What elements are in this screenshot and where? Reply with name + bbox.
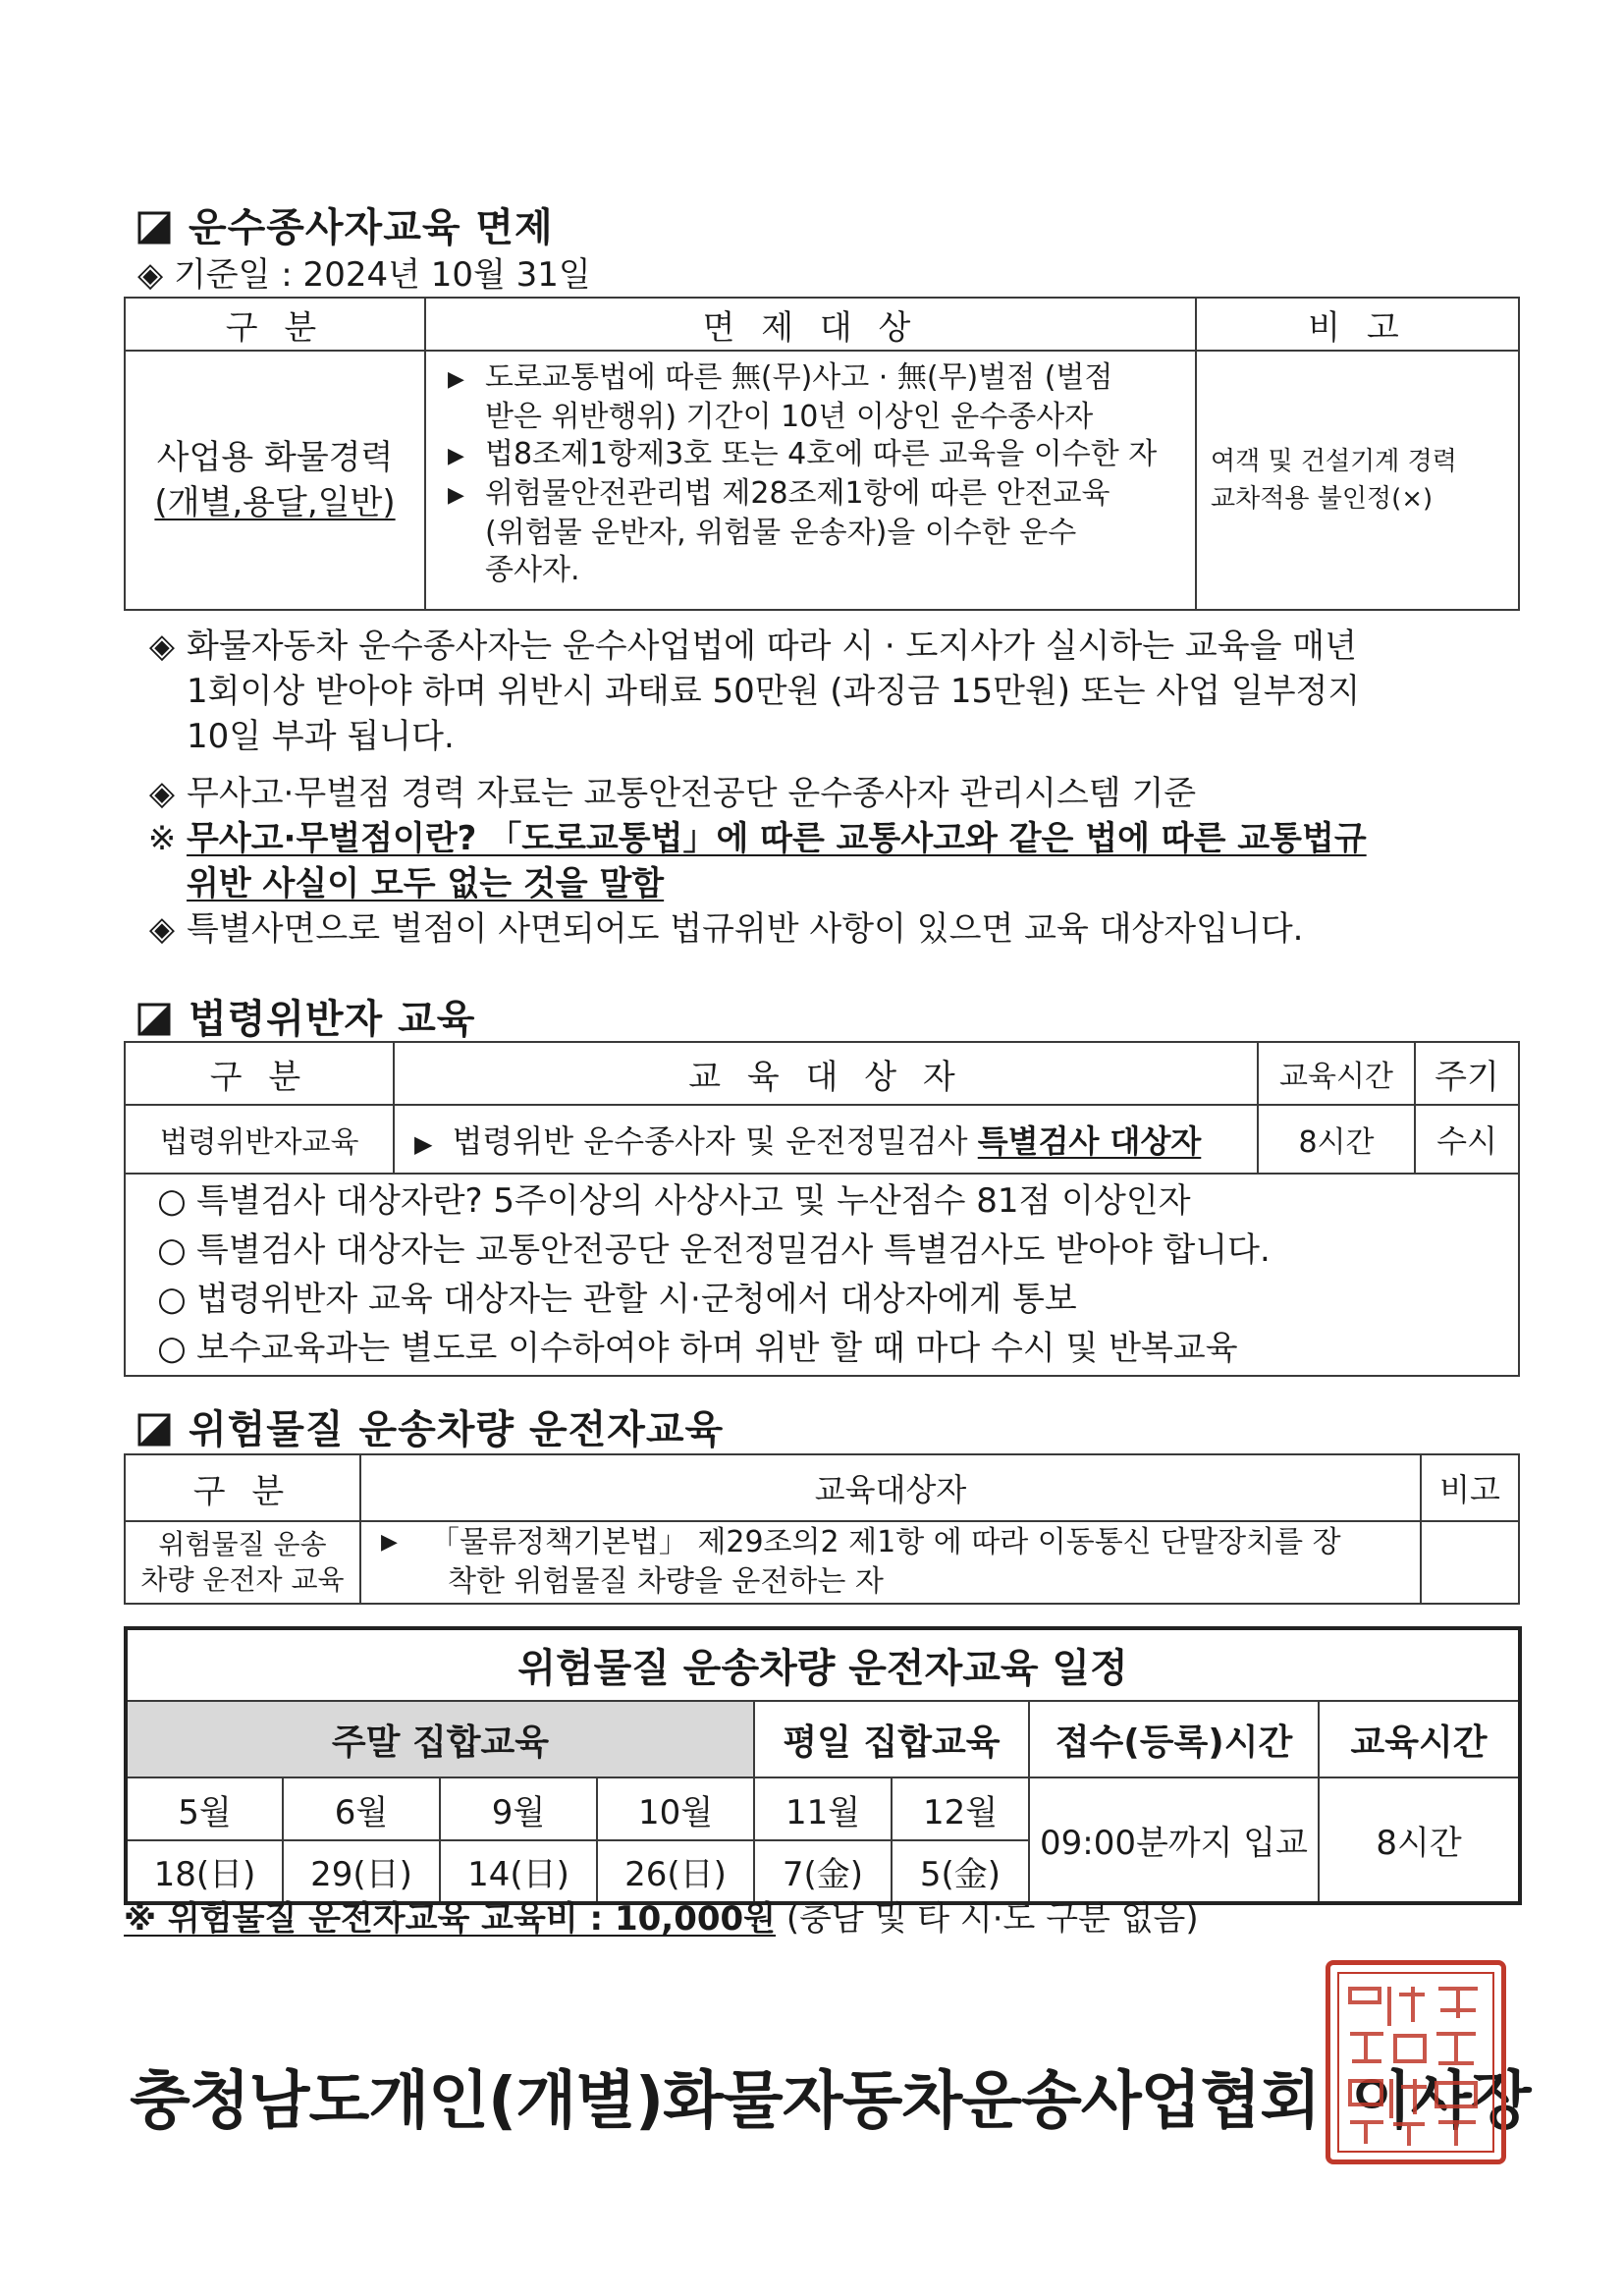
category-line2: (개별,용달,일반): [154, 483, 396, 522]
target-line: 종사자.: [485, 553, 580, 587]
note-duty: ◈ 화물자동차 운수종사자는 운수사업법에 따라 시 · 도지사가 실시하는 교육을 매년: [137, 625, 1357, 668]
note-source: ◈ 무사고·무벌점 경력 자료는 교통안전공단 운수종사자 관리시스템 기준: [137, 772, 1196, 815]
day-cell: 18(日): [126, 1840, 283, 1903]
target-line: 도로교통법에 따른 無(무)사고 · 無(무)벌점 (벌점: [485, 360, 1113, 395]
weekend-header: 주말 집합교육: [126, 1701, 754, 1777]
schedule-title: 위험물질 운송차량 운전자교육 일정: [126, 1628, 1520, 1701]
violator-cycle: 수시: [1415, 1105, 1519, 1174]
violator-table: [124, 1041, 1520, 1377]
category-cell: [125, 351, 425, 610]
bullet-line: ○ 특별검사 대상자란? 5주이상의 사상사고 및 누산점수 81점 이상인자: [147, 1176, 1518, 1226]
fee-amount: ※ 위험물질 운전자교육 교육비 : 10,000원: [124, 1899, 777, 1939]
diamond-icon: ◈: [148, 909, 176, 949]
hazmat-table: [124, 1453, 1520, 1605]
target-line: 법8조제1항제3호 또는 4호에 따른 교육을 이수한 자: [485, 437, 1158, 471]
circle-bullet: ○: [157, 1230, 187, 1270]
violator-target: ▶ 법령위반 운수종사자 및 운전정밀검사 특별검사 대상자: [394, 1105, 1258, 1174]
header-category: 구 분: [125, 1454, 360, 1521]
month-cell: 12월: [892, 1777, 1029, 1840]
exemption-table: [124, 297, 1520, 611]
note-definition: ※ 무사고·무벌점이란? 「도로교통법」에 따른 교통사고와 같은 법에 따른 교통법규: [137, 817, 1367, 860]
target-line: (위험물 운반자, 위험물 운송자)을 이수한 운수: [485, 516, 1077, 550]
schedule-table: [124, 1626, 1522, 1905]
section2-heading: [137, 988, 475, 1044]
section1-heading: [137, 196, 554, 252]
header-category: 구 분: [125, 1042, 394, 1105]
special-test-target: 특별검사 대상자: [977, 1122, 1202, 1160]
header-hours: 교육시간: [1258, 1042, 1415, 1105]
header-cycle: 주기: [1415, 1042, 1519, 1105]
seal-pattern: [1330, 1965, 1501, 2159]
note-line1: 여객 및 건설기계 경력: [1211, 447, 1457, 476]
target-line: 위험물안전관리법 제28조제1항에 따른 안전교육: [485, 476, 1110, 511]
violator-hours: 8시간: [1258, 1105, 1415, 1174]
hours-value: 8시간: [1319, 1777, 1520, 1903]
official-seal: [1326, 1960, 1506, 2164]
month-cell: 11월: [754, 1777, 892, 1840]
base-date: ◈ 기준일 : 2024년 10월 31일: [137, 255, 591, 295]
reception-value: 09:00분까지 입교: [1029, 1777, 1319, 1903]
note-pardon: ◈ 특별사면으로 벌점이 사면되어도 법규위반 사항이 있으면 교육 대상자입니다.: [137, 907, 1303, 951]
circle-bullet: ○: [157, 1280, 187, 1319]
header-target: 교육대상자: [360, 1454, 1421, 1521]
fee-note: [124, 1897, 1199, 1941]
diamond-icon: ◈: [148, 774, 176, 813]
hazmat-target: ▶ 「물류정책기본법」 제29조의2 제1항 에 따라 이동통신 단말장치를 장 착한 위험물질 차량을 운전하는 자: [360, 1521, 1421, 1604]
day-cell: 29(日): [283, 1840, 440, 1903]
section2-title: 법령위반자 교육: [189, 997, 476, 1042]
bullet-line: ○ 법령위반자 교육 대상자는 관할 시·군청에서 대상자에게 통보: [147, 1275, 1518, 1324]
triangle-icon: ▶: [414, 1130, 433, 1158]
weekday-header: 평일 집합교육: [754, 1701, 1029, 1777]
note-duty-cont: 10일 부과 됩니다.: [187, 717, 455, 756]
reference-mark: ※: [147, 819, 177, 858]
target-line: 받은 위반행위) 기간이 10년 이상인 운수종사자: [485, 400, 1094, 434]
day-cell: 5(金): [892, 1840, 1029, 1903]
day-cell: 26(日): [597, 1840, 754, 1903]
bullet-line: ○ 보수교육과는 별도로 이수하여야 하며 위반 할 때 마다 수시 및 반복교육: [147, 1324, 1518, 1373]
fee-scope: (충남 및 타 시·도 구분 없음): [776, 1899, 1199, 1939]
circle-bullet: ○: [157, 1329, 187, 1368]
section3-title: 위험물질 운송차량 운전자교육: [189, 1407, 725, 1452]
square-bullet-icon: [137, 1003, 171, 1036]
month-cell: 5월: [126, 1777, 283, 1840]
triangle-icon: ▶: [448, 367, 464, 392]
header-note: 비 고: [1196, 298, 1519, 351]
square-bullet-icon: [137, 211, 171, 245]
note-line2: 교차적용 불인정(×): [1211, 484, 1434, 514]
header-category: 구 분: [125, 298, 425, 351]
header-exemption-target: 면 제 대 상: [425, 298, 1196, 351]
hours-header: 교육시간: [1319, 1701, 1520, 1777]
organization-name: 충청남도개인(개별)화물자동차운송사업협회: [130, 2065, 1321, 2138]
day-cell: 7(金): [754, 1840, 892, 1903]
signatory-title: 이사장: [1351, 2065, 1531, 2138]
reception-header: 접수(등록)시간: [1029, 1701, 1319, 1777]
note-definition-cont: 위반 사실이 모두 없는 것을 말함: [187, 864, 665, 903]
month-cell: 9월: [440, 1777, 597, 1840]
targets-cell: [425, 351, 1196, 610]
month-cell: 10월: [597, 1777, 754, 1840]
violator-category: 법령위반자교육: [125, 1105, 394, 1174]
square-bullet-icon: [137, 1413, 171, 1447]
triangle-icon: ▶: [448, 483, 464, 508]
header-note: 비고: [1421, 1454, 1519, 1521]
circle-bullet: ○: [157, 1181, 187, 1221]
hazmat-note: [1421, 1521, 1519, 1604]
violator-bullets: [125, 1174, 1519, 1376]
header-target: 교 육 대 상 자: [394, 1042, 1258, 1105]
triangle-icon: ▶: [448, 444, 464, 468]
diamond-icon: ◈: [148, 627, 176, 666]
note-cell: [1196, 351, 1519, 610]
target-list: [448, 359, 1195, 589]
month-cell: 6월: [283, 1777, 440, 1840]
day-cell: 14(日): [440, 1840, 597, 1903]
bullet-line: ○ 특별검사 대상자는 교통안전공단 운전정밀검사 특별검사도 받아야 합니다.: [147, 1226, 1518, 1275]
hazmat-category: 위험물질 운송 차량 운전자 교육: [125, 1521, 360, 1604]
section1-title: 운수종사자교육 면제: [189, 205, 554, 250]
triangle-icon: ▶: [381, 1530, 398, 1555]
note-duty-cont: 1회이상 받아야 하며 위반시 과태료 50만원 (과징금 15만원) 또는 사업 일부정지: [187, 672, 1361, 711]
category-line1: 사업용 화물경력: [156, 438, 394, 477]
signatory: [130, 2050, 1531, 2141]
section3-heading: [137, 1398, 724, 1454]
